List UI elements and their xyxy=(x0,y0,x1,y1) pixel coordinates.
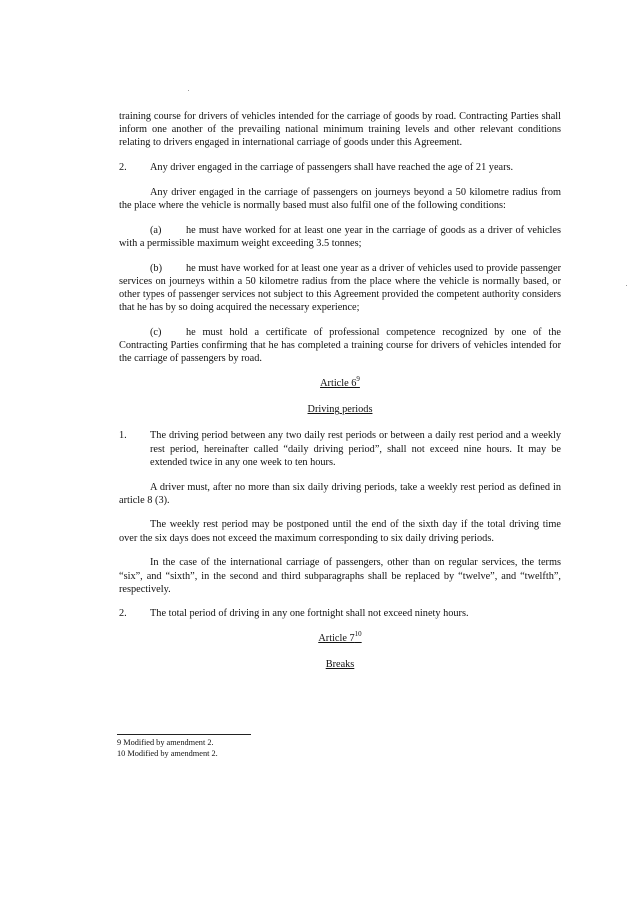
article-6-subparagraph-2: A driver must, after no more than six daily driving periods, take a weekly rest period as defined in article 8 (3). xyxy=(119,481,561,506)
footnote-ref: 10 xyxy=(354,630,362,639)
paragraph-number: 2. xyxy=(119,608,127,620)
footnote-ref: 9 xyxy=(356,375,360,384)
article-title: Article $6^9$ xyxy=(320,375,360,390)
article-subtitle: Breaks xyxy=(325,659,355,671)
condition-b xyxy=(119,262,561,315)
article-6-subparagraph-4: In the case of the international carriage of passengers, other than on regular services, the terms “six”, and “sixth”, in the second and third subparagraphs shall be replaced by “twelve”, and “twelfth”, respectively. xyxy=(119,557,561,595)
page-body xyxy=(119,110,561,685)
condition-c xyxy=(119,326,561,366)
article-7-subheading xyxy=(119,658,561,671)
footnote-10: 10 Modified by amendment 2. xyxy=(117,748,218,758)
condition-text: he must have worked for at least one year as a driver of vehicles used to provide passenger services on journeys within a 50 kilometre radius from the place where the vehicle is normally based, or other types of passenger services not subject to this Agreement provided the competent authority considers that he has by so doing acquired the necessary experience; xyxy=(119,262,561,314)
article-6-paragraph-1 xyxy=(119,429,561,469)
article-6-paragraph-2 xyxy=(119,607,561,620)
paragraph-2 xyxy=(119,161,561,174)
paragraph-text: Any driver engaged in the carriage of passengers shall have reached the age of 21 years. xyxy=(150,162,514,174)
article-7-heading xyxy=(119,632,561,645)
paragraph-text: The driving period between any two daily rest periods or between a daily rest period and a weekly rest period, hereinafter called “daily driving period”, shall not exceed nine hours. It may be extended twice in any one week to ten hours. xyxy=(150,430,561,468)
intro-paragraph: training course for drivers of vehicles intended for the carriage of goods by road. Contracting Parties shall inform one another of the prevailing national minimum training levels and other relevant conditions relating to drivers engaged in international carriage of goods under this Agreement. xyxy=(119,111,561,149)
article-6-subheading xyxy=(119,403,561,416)
article-6-heading xyxy=(119,377,561,390)
footnote-9: 9 Modified by amendment 2. xyxy=(117,738,214,747)
condition-label: (a) xyxy=(150,224,162,236)
footnotes xyxy=(117,734,317,759)
article-title: Article $7^{10}$ xyxy=(318,630,362,645)
scan-speck xyxy=(188,90,189,91)
condition-text: he must have worked for at least one year in the carriage of goods as a driver of vehicles with a permissible maximum weight exceeding 3.5 tonnes; xyxy=(119,224,561,249)
condition-a xyxy=(119,224,561,250)
article-6-subparagraph-3: The weekly rest period may be postponed until the end of the sixth day if the total driving time over the six days does not exceed the maximum corresponding to six daily driving periods. xyxy=(119,519,561,544)
paragraph-number: 2. xyxy=(119,162,127,174)
paragraph-text: The total period of driving in any one fortnight shall not exceed ninety hours. xyxy=(150,608,469,620)
condition-text: he must hold a certificate of professional competence recognized by one of the Contracting Parties confirming that he has completed a training course for drivers of vehicles intended for the carriage of passengers by road. xyxy=(119,326,561,365)
scan-speck xyxy=(626,285,627,286)
condition-label: (b) xyxy=(150,262,163,274)
footnote-separator xyxy=(117,734,251,735)
condition-label: (c) xyxy=(150,326,162,338)
conditions-paragraph: Any driver engaged in the carriage of passengers on journeys beyond a 50 kilometre radius from the place where the vehicle is normally based must also fulfil one of the following conditions: xyxy=(119,186,561,212)
paragraph-number: 1. xyxy=(119,430,127,442)
article-subtitle: Driving periods xyxy=(307,404,373,416)
